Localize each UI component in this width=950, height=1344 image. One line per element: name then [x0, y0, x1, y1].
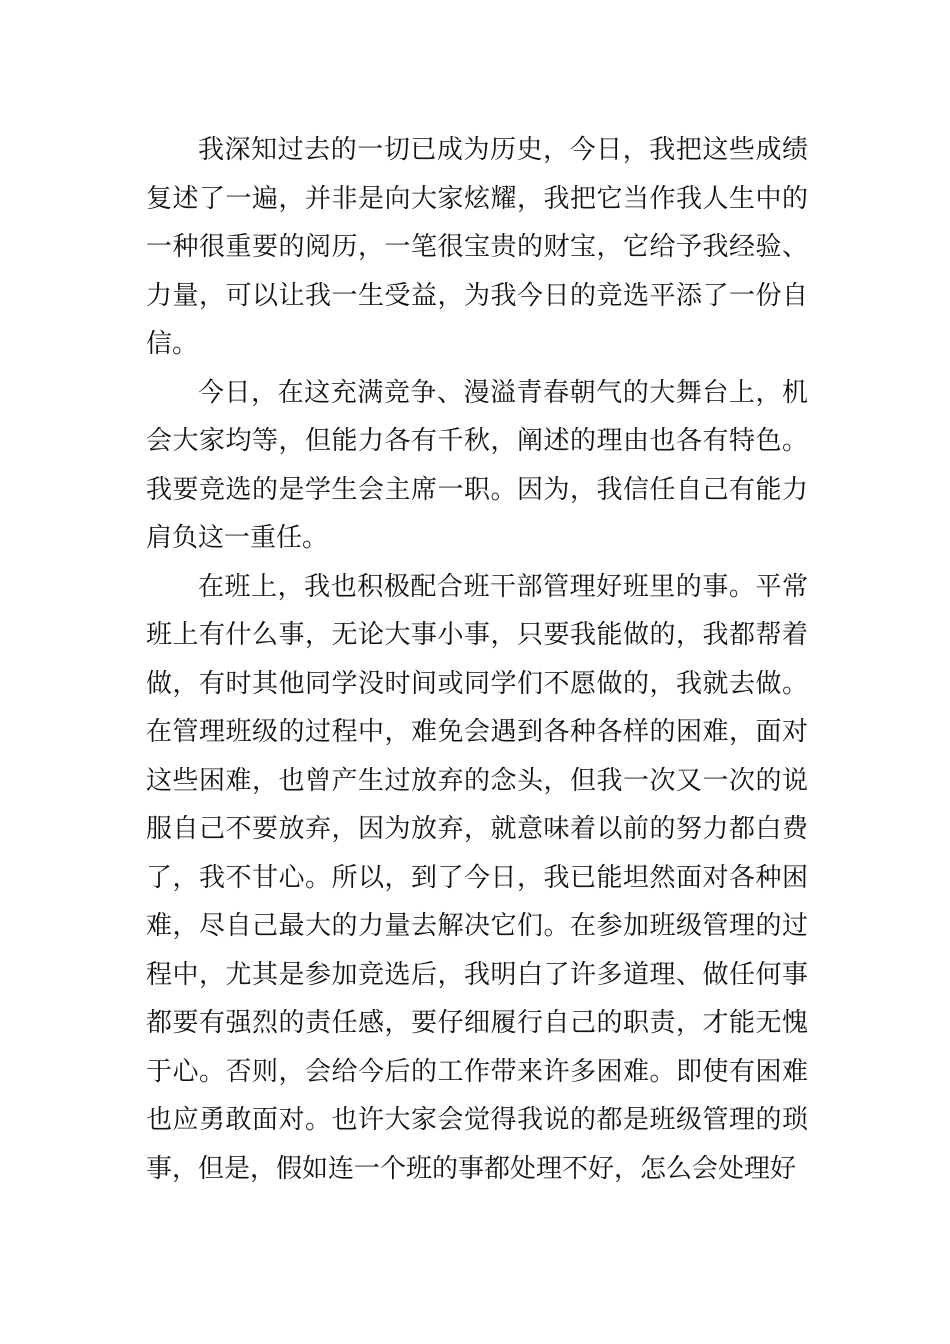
paragraph-achievements: 我深知过去的一切已成为历史，今日，我把这些成绩复述了一遍，并非是向大家炫耀，我把它当作我人生中的一种很重要的阅历，一笔很宝贵的财宝，它给予我经验、力量，可以让我一生受益，为我今日的竞选平添了一份自信。 [146, 135, 808, 359]
paragraph-class-management: 在班上，我也积极配合班干部管理好班里的事。平常班上有什么事，无论大事小事，只要我能做的，我都帮着做，有时其他同学没时间或同学们不愿做的，我就去做。在管理班级的过程中，难免会遇到各种各样的困难，面对这些困难，也曾产生过放弃的念头，但我一次又一次的说服自己不要放弃，因为放弃，就意味着以前的努力都白费了，我不甘心。所以，到了今日，我已能坦然面对各种困难，尽自己最大的力量去解决它们。在参加班级管理的过程中，尤其是参加竞选后，我明白了许多道理、做任何事都要有强烈的责任感，要仔细履行自己的职责，才能无愧于心。否则，会给今后的工作带来许多困难。即使有困难也应勇敢面对。也许大家会觉得我说的都是班级管理的琐事，但是，假如连一个班的事都处理不好，怎么会处理好 [146, 571, 808, 1184]
document-body [146, 126, 808, 1193]
paragraph-candidacy: 今日，在这充满竞争、漫溢青春朝气的大舞台上，机会大家均等，但能力各有千秋，阐述的理由也各有特色。我要竞选的是学生会主席一职。因为，我信任自己有能力肩负这一重任。 [146, 377, 808, 553]
